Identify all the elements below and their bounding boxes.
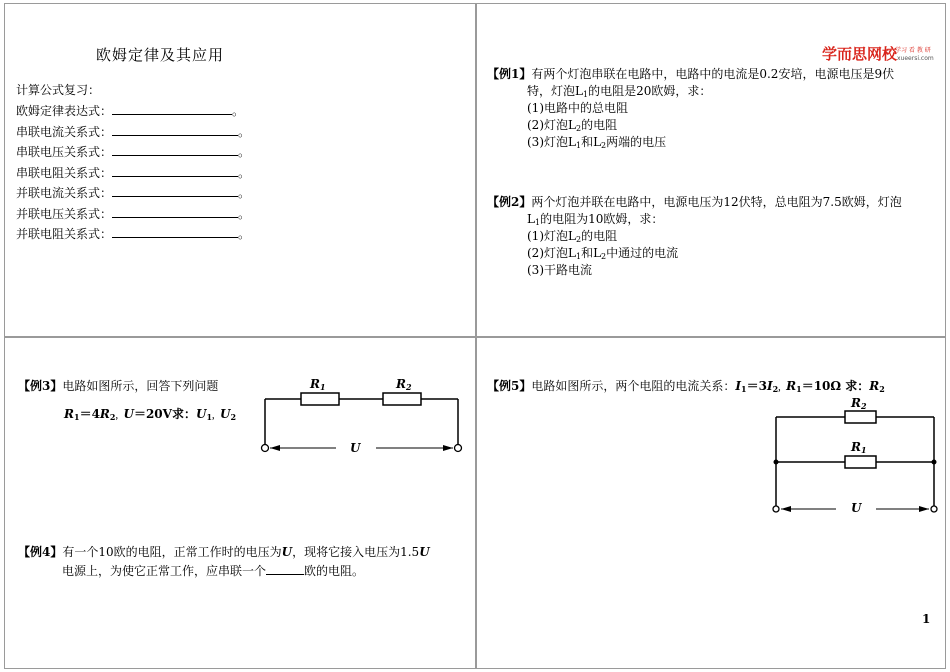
resistor-r2 (845, 411, 876, 423)
formula-answer-blank[interactable] (112, 143, 238, 156)
formula-row (16, 184, 250, 201)
ex2-q1a: (1)灯泡L (527, 229, 576, 243)
ex5-i2-sub: 2 (772, 384, 779, 394)
eq-r2: R (99, 407, 110, 421)
formula-label: 串联电流关系式： (16, 124, 113, 139)
formula-row (16, 102, 244, 119)
formula-answer-blank[interactable] (112, 164, 238, 177)
ex2-q2sub2: 2 (601, 252, 607, 261)
resistor-r2 (383, 393, 421, 405)
ex1-tag: 【例1】 (487, 67, 532, 81)
label-u: U (350, 441, 361, 455)
formula-label: 串联电阻关系式： (16, 165, 113, 180)
ex1-q3sub2: 2 (601, 141, 607, 150)
terminal-right (931, 506, 937, 512)
eq-part1: ＝4 (79, 407, 100, 421)
formula-label: 并联电压关系式： (16, 206, 113, 221)
logo-text: 学而思网校 (822, 45, 898, 63)
example-1 (487, 66, 894, 151)
terminal-left (773, 506, 779, 512)
arrow-left (781, 506, 791, 512)
terminal-right (455, 445, 462, 452)
label-r1: R1 (851, 440, 867, 455)
label-r1: R1 (310, 377, 326, 392)
formula-end-mark: 。 (238, 145, 251, 159)
ex2-q1b: 的电阻 (581, 229, 618, 243)
ex4-line2b: 欧的电阻。 (304, 564, 365, 578)
formula-end-mark: 。 (232, 104, 245, 118)
formula-label: 并联电阻关系式： (16, 227, 113, 241)
resistor-r1 (301, 393, 339, 405)
ex2-line1: 两个灯泡并联在电路中，电源电压为12伏特，总电阻为7.5欧姆，灯泡 (531, 195, 902, 209)
eq-r2-sub: 2 (109, 412, 116, 422)
ex1-q2b: 的电阻 (581, 118, 618, 132)
formula-label: 串联电压关系式： (16, 145, 113, 159)
label-r2: R2 (851, 396, 867, 411)
formula-end-mark: 。 (238, 165, 251, 180)
label-r2: R2 (396, 377, 412, 392)
logo-url: xueersi.com (897, 55, 934, 62)
ex1-q2sub: 2 (575, 124, 582, 133)
eq-u: U (123, 407, 134, 421)
formula-label: 并联电流关系式： (16, 186, 113, 200)
ex1-q2a: (2)灯泡L (527, 118, 576, 132)
ex4-line1a: 有一个10欧的电阻，正常工作时的电压为 (62, 545, 282, 559)
ex5-i2: I (766, 379, 773, 393)
eq-r1-sub: 1 (73, 412, 80, 422)
ex1-sub: 1 (582, 90, 589, 99)
ex2-q3: (3)干路电流 (527, 263, 592, 277)
ex1-q3b: 和L (581, 135, 602, 149)
ex3-text: 电路如图所示，回答下列问题 (62, 379, 219, 393)
ex4-u: U (281, 545, 293, 559)
eq-r1: R (64, 407, 74, 421)
eq-sep: ， (115, 410, 124, 420)
ex5-text: 电路如图所示，两个电阻的电流关系： (531, 379, 736, 393)
ex4-line1b: ，现将它接入电压为1.5 (292, 545, 420, 559)
ex5-i1-sub: 1 (741, 384, 747, 394)
ex2-q2a: (2)灯泡L (527, 246, 576, 260)
formula-answer-blank[interactable] (112, 205, 238, 218)
ex1-line2a: 特，灯泡L (527, 84, 583, 98)
junction-right (932, 460, 937, 465)
ex5-r1-sub: 1 (796, 384, 802, 394)
ex5-mid: ＝3 (746, 379, 767, 393)
eq-u2-sub: 2 (230, 412, 237, 422)
formula-row (16, 123, 250, 140)
review-heading: 计算公式复习： (16, 83, 101, 97)
eq-u1-sub: 1 (206, 412, 213, 422)
ex1-q3sub1: 1 (575, 141, 582, 150)
ex5-sep: ， (778, 382, 787, 392)
eq-u2: U (220, 407, 231, 421)
ex2-q2sub1: 1 (575, 252, 582, 261)
ex4-tag: 【例4】 (18, 545, 63, 559)
parallel-circuit-diagram (766, 392, 941, 517)
ex4-answer-blank[interactable] (266, 562, 304, 575)
ex2-q2c: 中通过的电流 (606, 246, 679, 260)
ex5-tag: 【例5】 (487, 379, 532, 393)
arrow-left (270, 445, 280, 451)
ex2-line2b: 的电阻为10欧姆，求： (540, 212, 664, 226)
ex1-line2b: 的电阻是20欧姆，求： (588, 84, 712, 98)
ex1-q3c: 两端的电压 (606, 135, 667, 149)
slide-title: 欧姆定律及其应用 (96, 46, 225, 64)
terminal-left (262, 445, 269, 452)
ex5-r2-sub: 2 (879, 384, 885, 394)
ex5-rest: ＝10Ω 求： (801, 379, 870, 393)
eq-comma: ， (212, 410, 221, 420)
ex4-u2: U (419, 545, 430, 559)
formula-row (16, 225, 250, 242)
label-u: U (851, 501, 862, 515)
formula-end-mark: 。 (238, 206, 251, 221)
formula-row (16, 143, 250, 160)
brand-logo (822, 43, 897, 64)
example-2 (487, 194, 902, 279)
ex2-q2b: 和L (581, 246, 602, 260)
ex2-q1sub: 2 (575, 235, 582, 244)
eq-part2: ＝20V求： (133, 407, 196, 421)
ex5-i1: I (735, 379, 741, 393)
formula-row (16, 164, 250, 181)
ex2-line2a: L (527, 212, 535, 226)
ex5-r2: R (869, 379, 880, 393)
junction-left (774, 460, 779, 465)
formula-row (16, 205, 250, 222)
ex1-q1: (1)电路中的总电阻 (527, 101, 628, 115)
example-4 (18, 543, 430, 581)
ex2-sub: 1 (534, 218, 541, 227)
ex3-equation (64, 405, 236, 422)
formula-end-mark: 。 (238, 186, 251, 200)
ex1-q3a: (3)灯泡L (527, 135, 576, 149)
ex5-r1: R (786, 379, 797, 393)
resistor-r1 (845, 456, 876, 468)
example-3 (18, 377, 218, 394)
eq-u1: U (195, 407, 207, 421)
series-circuit-diagram (250, 370, 470, 460)
ex3-tag: 【例3】 (18, 379, 63, 393)
page-number: 1 (922, 612, 931, 626)
formula-answer-blank[interactable] (112, 123, 238, 136)
formula-end-mark: 。 (238, 124, 251, 139)
formula-answer-blank[interactable] (112, 102, 232, 115)
ex2-tag: 【例2】 (487, 195, 532, 209)
ex1-line1: 有两个灯泡串联在电路中，电路中的电流是0.2安培，电源电压是9伏 (531, 67, 895, 81)
formula-answer-blank[interactable] (112, 184, 238, 197)
formula-label: 欧姆定律表达式： (16, 104, 113, 118)
logo-slogan: 学习 看 教 研 (895, 47, 931, 54)
formula-end-mark: 。 (238, 227, 251, 241)
arrow-right (443, 445, 453, 451)
formula-answer-blank[interactable] (112, 225, 238, 238)
ex4-line2a: 电源上，为使它正常工作，应串联一个 (62, 564, 267, 578)
arrow-right (919, 506, 929, 512)
